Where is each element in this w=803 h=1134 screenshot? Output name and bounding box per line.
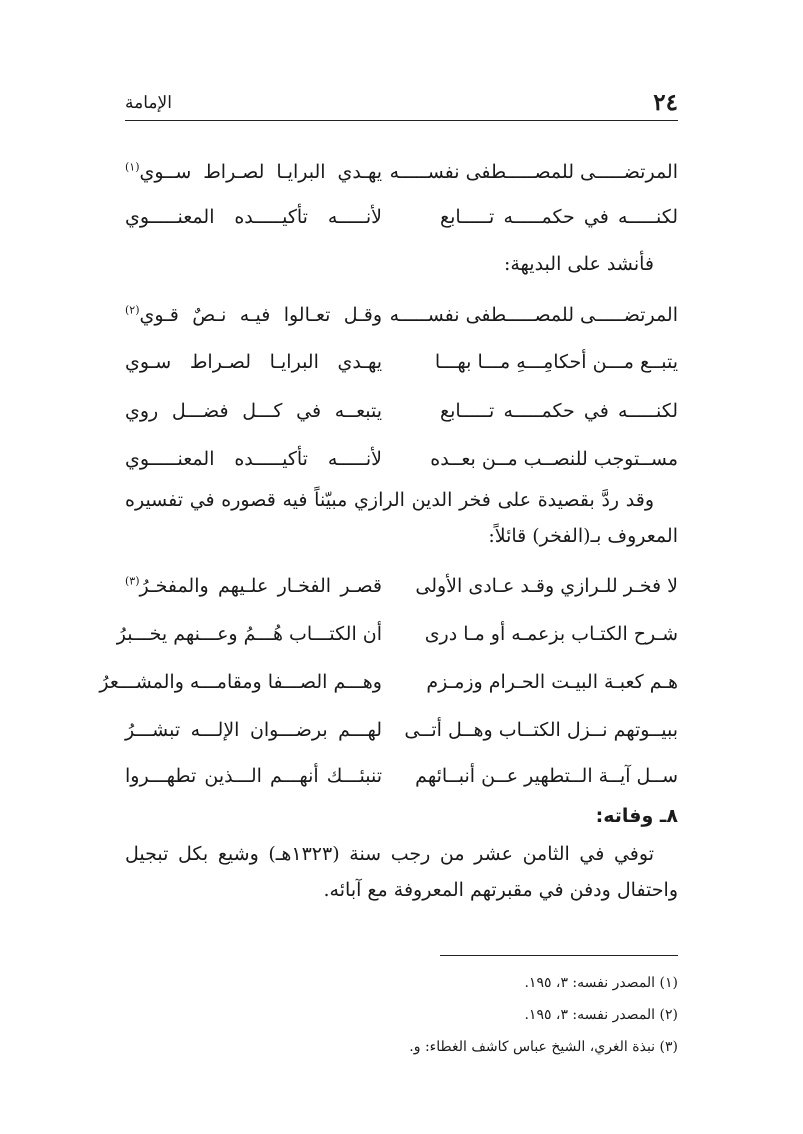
verse-first-hemistich: ســل آيــة الــتطهير عــن أنبــائهم	[415, 765, 678, 787]
footnote-marker: (٢)	[125, 303, 140, 317]
verse-first-hemistich: مســتوجب للنصــب مــن بعــده	[430, 448, 678, 470]
page-header	[125, 86, 678, 121]
running-title: الإمامة	[125, 93, 172, 113]
verse-line	[125, 199, 678, 235]
footnote: (١) المصدر نفسه: ٣، ١٩٥.	[524, 975, 678, 991]
verse-second-hemistich	[125, 297, 382, 333]
verse-line	[125, 154, 678, 190]
verse-second-hemistich: تنبئـــك أنهـــم الـــذين تطهـــروا	[125, 765, 382, 787]
verse-first-hemistich: لا فخـر للـرازي وقـد عـادى الأولى	[415, 575, 678, 597]
footnote: (٣) نبذة الغري، الشيخ عباس كاشف الغطاء: و.	[409, 1039, 678, 1055]
verse-line	[125, 297, 678, 333]
verse-second-hemistich: يتبعــه في كـــل فضـــل روي	[125, 400, 382, 422]
verse-second-hemistich: لأنـــــه تأكيـــــده المعنـــــوي	[125, 206, 382, 228]
section-heading: ٨ـ وفاته:	[595, 805, 678, 827]
verse-line	[125, 344, 678, 380]
footnote-divider	[440, 955, 678, 956]
verse-line	[125, 441, 678, 477]
verse-line	[116, 616, 678, 652]
intro-line: فأنشد على البديهة:	[503, 253, 654, 275]
verse-first-hemistich: لكنـــــه في حكمـــــه تـــــابع	[440, 400, 678, 422]
verse-second-hemistich	[125, 568, 382, 604]
verse-line	[125, 712, 678, 748]
verse-line	[125, 758, 678, 794]
verse-second-hemistich: وهـــم الصـــفا ومقامـــه والمشـــعرُ	[99, 671, 382, 693]
verse-first-hemistich: يتبــع مـــن أحكامِـــهِ مـــا بهـــا	[434, 351, 678, 373]
verse-text: وقـل تعـالوا فيـه نـصٌ قـوي	[139, 304, 382, 326]
page-number: ٢٤	[653, 89, 678, 116]
verse-second-hemistich: أن الكتـــاب هُـــمُ وعـــنهم يخـــبرُ	[116, 623, 382, 645]
verse-first-hemistich: هـم كعبـة البيـت الحـرام وزمـزم	[426, 671, 678, 693]
footnote-marker: (٣)	[125, 574, 140, 588]
verse-line	[125, 568, 678, 604]
footnote: (٢) المصدر نفسه: ٣، ١٩٥.	[524, 1007, 678, 1023]
verse-first-hemistich: المرتضـــــى للمصـــــطفى نفســـــه	[389, 304, 678, 326]
verse-first-hemistich: ببيــوتهم نــزل الكتــاب وهــل أتــى	[404, 719, 678, 741]
verse-first-hemistich: شـرح الكتـاب بزعمـه أو مـا درى	[424, 623, 678, 645]
verse-first-hemistich: لكنـــــه في حكمـــــه تـــــابع	[440, 206, 678, 228]
verse-second-hemistich: لهـــم برضـــوان الإلـــه تبشـــرُ	[125, 719, 382, 741]
verse-second-hemistich	[125, 154, 382, 190]
verse-text: يهـدي البرايـا لصـراط ســوي	[139, 161, 382, 183]
section-body: توفي في الثامن عشر من رجب سنة (١٣٢٣هـ) وشيع بكل تبجيل واحتفال ودفن في مقبرتهم المعروفة مع آبائه.	[125, 843, 678, 901]
paragraph-fakhr: وقد ردَّ بقصيدة على فخر الدين الرازي مبيّناً فيه قصوره في تفسيره المعروف بـ(الفخر) قائلاً:	[125, 489, 678, 547]
footnote-marker: (١)	[125, 160, 140, 174]
verse-second-hemistich: يهـدي البرايـا لصـراط سـوي	[125, 351, 382, 373]
verse-text: قصـر الفخـار علـيهم والمفخـرُ	[139, 575, 382, 597]
verse-first-hemistich: المرتضـــــى للمصـــــطفى نفســـــه	[389, 161, 678, 183]
verse-line	[125, 393, 678, 429]
verse-line	[99, 664, 678, 700]
verse-second-hemistich: لأنـــــه تأكيـــــده المعنـــــوي	[125, 448, 382, 470]
